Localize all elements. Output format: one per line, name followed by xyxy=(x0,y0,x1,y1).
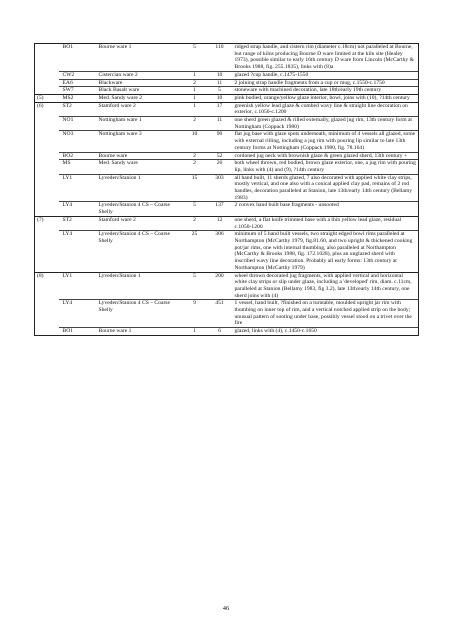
fabric-name-cell: Lyveden/Stanion 1 xyxy=(97,272,183,300)
fabric-name-cell: Bourne ware 1 xyxy=(97,44,183,72)
fabric-name-cell: Blackware xyxy=(97,79,183,87)
context-number-cell: (5) xyxy=(35,94,59,102)
table-row xyxy=(35,102,419,116)
description-cell: all hand built, 11 sherds glazed, 7 also decorated with applied white clay strips, mostly vertical, and one also with a conical applied clay pad, remains of 2 rod handles, decoration paralleled at Stanion, late 13th/early 14th century (Bellamy 1983) xyxy=(233,174,419,202)
weight-grams-cell: 306 xyxy=(207,231,233,272)
sherd-count-cell: 1 xyxy=(183,71,207,79)
sherd-count-cell: 10 xyxy=(183,131,207,152)
fabric-name-cell: Black Basalt ware xyxy=(97,87,183,95)
context-number-cell xyxy=(35,131,59,152)
fabric-name-cell: Stamford ware 2 xyxy=(97,102,183,116)
fabric-code-cell: LY4 xyxy=(59,231,97,272)
sherd-count-cell: 2 xyxy=(183,152,207,160)
description-cell: 2 joining strap handle fragments from a cup or mug, c.1550-c.1750 xyxy=(233,79,419,87)
fabric-code-cell: MS xyxy=(59,160,97,174)
description-cell: stoneware with machined decoration, late 18th/early 19th century xyxy=(233,87,419,95)
sherd-count-cell: 2 xyxy=(183,216,207,230)
context-number-cell: (7) xyxy=(35,216,59,230)
context-number-cell xyxy=(35,79,59,87)
context-number-cell: (8) xyxy=(35,272,59,300)
sherd-count-cell: 5 xyxy=(183,44,207,72)
fabric-code-cell: LY1 xyxy=(59,272,97,300)
description-cell: wheel thrown decorated jug fragments, with applied vertical and horizontal white clay strips or slip under glaze, including a 'developed' rim, diam. c.11cm, paralleled at Stanion (Bellamy 1983, fig 3.2), late 13th/early 14th century, one sherd joins with (4) xyxy=(233,272,419,300)
table-row xyxy=(35,87,419,95)
context-number-cell: (6) xyxy=(35,102,59,116)
description-cell: one sherd green glazed & rilled externally, glazed jug rim, 13th century form at Nottingham (Coppack 1980) xyxy=(233,117,419,131)
description-cell: glazed, links with (4), c.1450-c.1650 xyxy=(233,328,419,336)
page-number: 46 xyxy=(222,605,230,612)
fabric-code-cell: NO3 xyxy=(59,131,97,152)
pottery-finds-table xyxy=(34,43,419,336)
table-row xyxy=(35,94,419,102)
table-row xyxy=(35,117,419,131)
table-row xyxy=(35,160,419,174)
weight-grams-cell: 6 xyxy=(207,328,233,336)
context-number-cell xyxy=(35,231,59,272)
sherd-count-cell: 1 xyxy=(183,87,207,95)
sherd-count-cell: 2 xyxy=(183,79,207,87)
weight-grams-cell: 26 xyxy=(207,160,233,174)
description-cell: minimum of 5 hand built vessels, two straight edged bowl rims paralleled at Northampton (McCarthy 1979, fig.81.60, and two upright & thickened cooking pot/jar rims, one with internal thumbing, also paralleled at Northampton (McCarthy & Brooks 1988, fig. 172.1028), plus an unglazed sherd with inscribed wavy line decoration. Probably all early forms: 13th century at Northampton (McCarthy 1979) xyxy=(233,231,419,272)
fabric-code-cell: SW7 xyxy=(59,87,97,95)
sherd-count-cell: 2 xyxy=(183,117,207,131)
context-number-cell xyxy=(35,328,59,336)
sherd-count-cell: 5 xyxy=(183,202,207,216)
fabric-code-cell: LY1 xyxy=(59,174,97,202)
table-row xyxy=(35,44,419,72)
fabric-name-cell: Med. Sandy ware xyxy=(97,160,183,174)
fabric-name-cell: Nottingham ware 1 xyxy=(97,117,183,131)
fabric-code-cell: LY4 xyxy=(59,300,97,328)
weight-grams-cell: 11 xyxy=(207,117,233,131)
sherd-count-cell: 1 xyxy=(183,102,207,116)
weight-grams-cell: 17 xyxy=(207,102,233,116)
fabric-name-cell: Lyveden/Stanion 4 CS – Coarse Shelly xyxy=(97,300,183,328)
sherd-count-cell: 2 xyxy=(183,160,207,174)
table-row xyxy=(35,300,419,328)
context-number-cell xyxy=(35,174,59,202)
weight-grams-cell: 52 xyxy=(207,152,233,160)
sherd-count-cell: 1 xyxy=(183,328,207,336)
table-row xyxy=(35,216,419,230)
description-cell: one sherd, a flat knife trimmed base with a thin yellow lead glaze, residual c.1050-1200 xyxy=(233,216,419,230)
description-cell: cordoned jug neck with brownish glaze & green glazed sherd, 13th century + xyxy=(233,152,419,160)
sherd-count-cell: 1 xyxy=(183,94,207,102)
table-row xyxy=(35,152,419,160)
weight-grams-cell: 90 xyxy=(207,131,233,152)
weight-grams-cell: 200 xyxy=(207,272,233,300)
context-number-cell xyxy=(35,117,59,131)
fabric-name-cell: Lyveden/Stanion 4 CS – Coarse Shelly xyxy=(97,202,183,216)
table-row xyxy=(35,79,419,87)
fabric-code-cell: ST2 xyxy=(59,102,97,116)
table-row xyxy=(35,272,419,300)
context-number-cell xyxy=(35,202,59,216)
description-cell: greenish yellow lead glaze & combed wavy line & straight line decoration on exterior, c.1050-c.1200 xyxy=(233,102,419,116)
context-number-cell xyxy=(35,71,59,79)
fabric-name-cell: Lyveden/Stanion 4 CS – Coarse Shelly xyxy=(97,231,183,272)
description-cell: both wheel thrown, red bodied, brown glaze exterior, one, a jug rim with pouring lip, links with (4) and (9), ?14th century xyxy=(233,160,419,174)
weight-grams-cell: 303 xyxy=(207,174,233,202)
context-number-cell xyxy=(35,44,59,72)
weight-grams-cell: 137 xyxy=(207,202,233,216)
fabric-code-cell: ST2 xyxy=(59,216,97,230)
description-cell: ridged strap handle, and cistern rim (diameter c.18cm) not paralleled at Bourne, but range of kilns producing Bourne D ware limited at the kiln site (Healey 1973), possible similar to early 16th century D ware from Lincoln (McCarthy & Brooks 1988, fig. 255.1835), links with (8)a xyxy=(233,44,419,72)
fabric-name-cell: Stamford ware 2 xyxy=(97,216,183,230)
table-row xyxy=(35,131,419,152)
weight-grams-cell: 11 xyxy=(207,79,233,87)
description-cell: 1 vessel, hand built, ?finished on a turntable, moulded upright jar rim with thumbing on inner top of rim, and a vertical notched applied strip on the body; unusual pattern of sooting under base, possibly vessel stood on a trivet over the fire xyxy=(233,300,419,328)
weight-grams-cell: 451 xyxy=(207,300,233,328)
sherd-count-cell: 9 xyxy=(183,300,207,328)
finds-table-sheet xyxy=(34,43,418,336)
sherd-count-cell: 25 xyxy=(183,231,207,272)
table-row xyxy=(35,328,419,336)
context-number-cell xyxy=(35,300,59,328)
weight-grams-cell: 12 xyxy=(207,216,233,230)
fabric-name-cell: Med. Sandy ware 2 xyxy=(97,94,183,102)
description-cell: glazed ?cup handle, c.1475-1550 xyxy=(233,71,419,79)
fabric-code-cell: EA6 xyxy=(59,79,97,87)
fabric-name-cell: Nottingham ware 3 xyxy=(97,131,183,152)
context-number-cell xyxy=(35,87,59,95)
description-cell: pink bodied, orange/yellow glaze interior, bowl, joins with (10), ?14th century xyxy=(233,94,419,102)
fabric-name-cell: Bourne ware 1 xyxy=(97,328,183,336)
fabric-code-cell: BO1 xyxy=(59,328,97,336)
weight-grams-cell: 5 xyxy=(207,87,233,95)
sherd-count-cell: 15 xyxy=(183,174,207,202)
description-cell: flat jug base with glaze spots underneath, minimum of 4 vessels all glazed, some with external rilling, including a jug rim with pouring lip similar to late 13th century forms at Nottingham (Coppack 1980, fig. 78.164) xyxy=(233,131,419,152)
weight-grams-cell: 10 xyxy=(207,71,233,79)
table-row xyxy=(35,174,419,202)
fabric-code-cell: MS2 xyxy=(59,94,97,102)
description-cell: 2 convex hand built base fragments - unsooted xyxy=(233,202,419,216)
fabric-code-cell: LY4 xyxy=(59,202,97,216)
table-row xyxy=(35,202,419,216)
table-row xyxy=(35,71,419,79)
fabric-name-cell: Cistercian ware 2 xyxy=(97,71,183,79)
fabric-name-cell: Lyveden/Stanion 1 xyxy=(97,174,183,202)
fabric-code-cell: CW2 xyxy=(59,71,97,79)
fabric-code-cell: BO1 xyxy=(59,44,97,72)
fabric-code-cell: BO2 xyxy=(59,152,97,160)
context-number-cell xyxy=(35,160,59,174)
context-number-cell xyxy=(35,152,59,160)
fabric-code-cell: NO1 xyxy=(59,117,97,131)
sherd-count-cell: 5 xyxy=(183,272,207,300)
weight-grams-cell: 110 xyxy=(207,44,233,72)
weight-grams-cell: 10 xyxy=(207,94,233,102)
fabric-name-cell: Bourne ware xyxy=(97,152,183,160)
table-row xyxy=(35,231,419,272)
